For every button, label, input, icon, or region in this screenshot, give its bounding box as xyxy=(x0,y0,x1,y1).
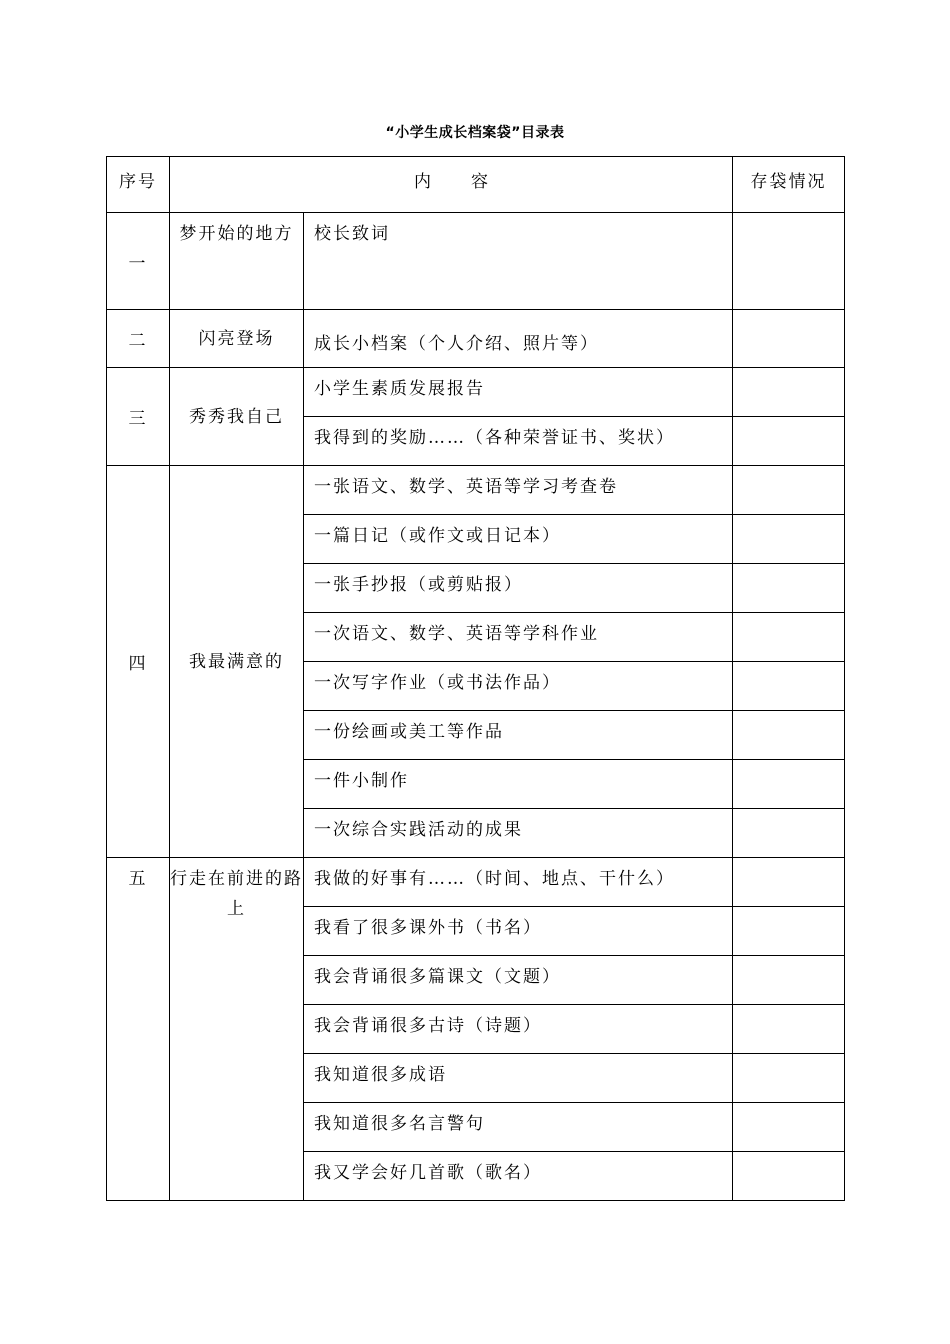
content-item: 我知道很多名言警句 xyxy=(304,1103,733,1152)
document-title: “小学生成长档案袋”目录表 xyxy=(385,125,565,141)
status-cell[interactable] xyxy=(733,760,845,809)
content-item: 我知道很多成语 xyxy=(304,1054,733,1103)
content-item: 一张手抄报（或剪贴报） xyxy=(304,564,733,613)
content-item: 我又学会好几首歌（歌名） xyxy=(304,1152,733,1201)
content-item: 一次综合实践活动的成果 xyxy=(304,809,733,858)
status-cell[interactable] xyxy=(733,711,845,760)
header-number: 序号 xyxy=(107,157,170,213)
status-cell[interactable] xyxy=(733,466,845,515)
content-item: 小学生素质发展报告 xyxy=(304,368,733,417)
content-item: 一张语文、数学、英语等学习考查卷 xyxy=(304,466,733,515)
content-item: 一份绘画或美工等作品 xyxy=(304,711,733,760)
status-cell[interactable] xyxy=(733,417,845,466)
content-item: 一次语文、数学、英语等学科作业 xyxy=(304,613,733,662)
content-item: 一篇日记（或作文或日记本） xyxy=(304,515,733,564)
content-item: 我看了很多课外书（书名） xyxy=(304,907,733,956)
content-item: 校长致词 xyxy=(304,213,733,310)
status-cell[interactable] xyxy=(733,907,845,956)
content-item: 我会背诵很多篇课文（文题） xyxy=(304,956,733,1005)
header-row xyxy=(107,157,845,213)
status-cell[interactable] xyxy=(733,956,845,1005)
status-cell[interactable] xyxy=(733,858,845,907)
status-cell[interactable] xyxy=(733,809,845,858)
status-cell[interactable] xyxy=(733,1005,845,1054)
table-row xyxy=(107,310,845,368)
section-number: 三 xyxy=(107,368,170,466)
header-content xyxy=(170,157,733,213)
section-name: 梦开始的地方 xyxy=(170,213,304,310)
status-cell[interactable] xyxy=(733,1152,845,1201)
table-row xyxy=(107,213,845,310)
header-content-label: 内容 xyxy=(414,172,528,192)
section-number: 二 xyxy=(107,310,170,368)
content-item: 我得到的奖励……（各种荣誉证书、奖状） xyxy=(304,417,733,466)
status-cell[interactable] xyxy=(733,368,845,417)
table-row xyxy=(107,466,845,515)
content-item: 一件小制作 xyxy=(304,760,733,809)
content-item: 我做的好事有……（时间、地点、干什么） xyxy=(304,858,733,907)
header-status: 存袋情况 xyxy=(733,157,845,213)
status-cell[interactable] xyxy=(733,310,845,368)
table-row xyxy=(107,858,845,907)
section-number: 一 xyxy=(107,213,170,310)
content-item: 成长小档案（个人介绍、照片等） xyxy=(304,310,733,368)
status-cell[interactable] xyxy=(733,613,845,662)
section-name: 闪亮登场 xyxy=(170,310,304,368)
content-item: 我会背诵很多古诗（诗题） xyxy=(304,1005,733,1054)
table-row xyxy=(107,368,845,417)
status-cell[interactable] xyxy=(733,662,845,711)
status-cell[interactable] xyxy=(733,564,845,613)
status-cell[interactable] xyxy=(733,1054,845,1103)
section-number: 五 xyxy=(107,858,170,1201)
status-cell[interactable] xyxy=(733,515,845,564)
section-number: 四 xyxy=(107,466,170,858)
section-name: 秀秀我自己 xyxy=(170,368,304,466)
content-item: 一次写字作业（或书法作品） xyxy=(304,662,733,711)
status-cell[interactable] xyxy=(733,213,845,310)
section-name: 行走在前进的路上 xyxy=(170,858,304,1201)
section-name: 我最满意的 xyxy=(170,466,304,858)
status-cell[interactable] xyxy=(733,1103,845,1152)
catalog-table xyxy=(106,156,845,1201)
